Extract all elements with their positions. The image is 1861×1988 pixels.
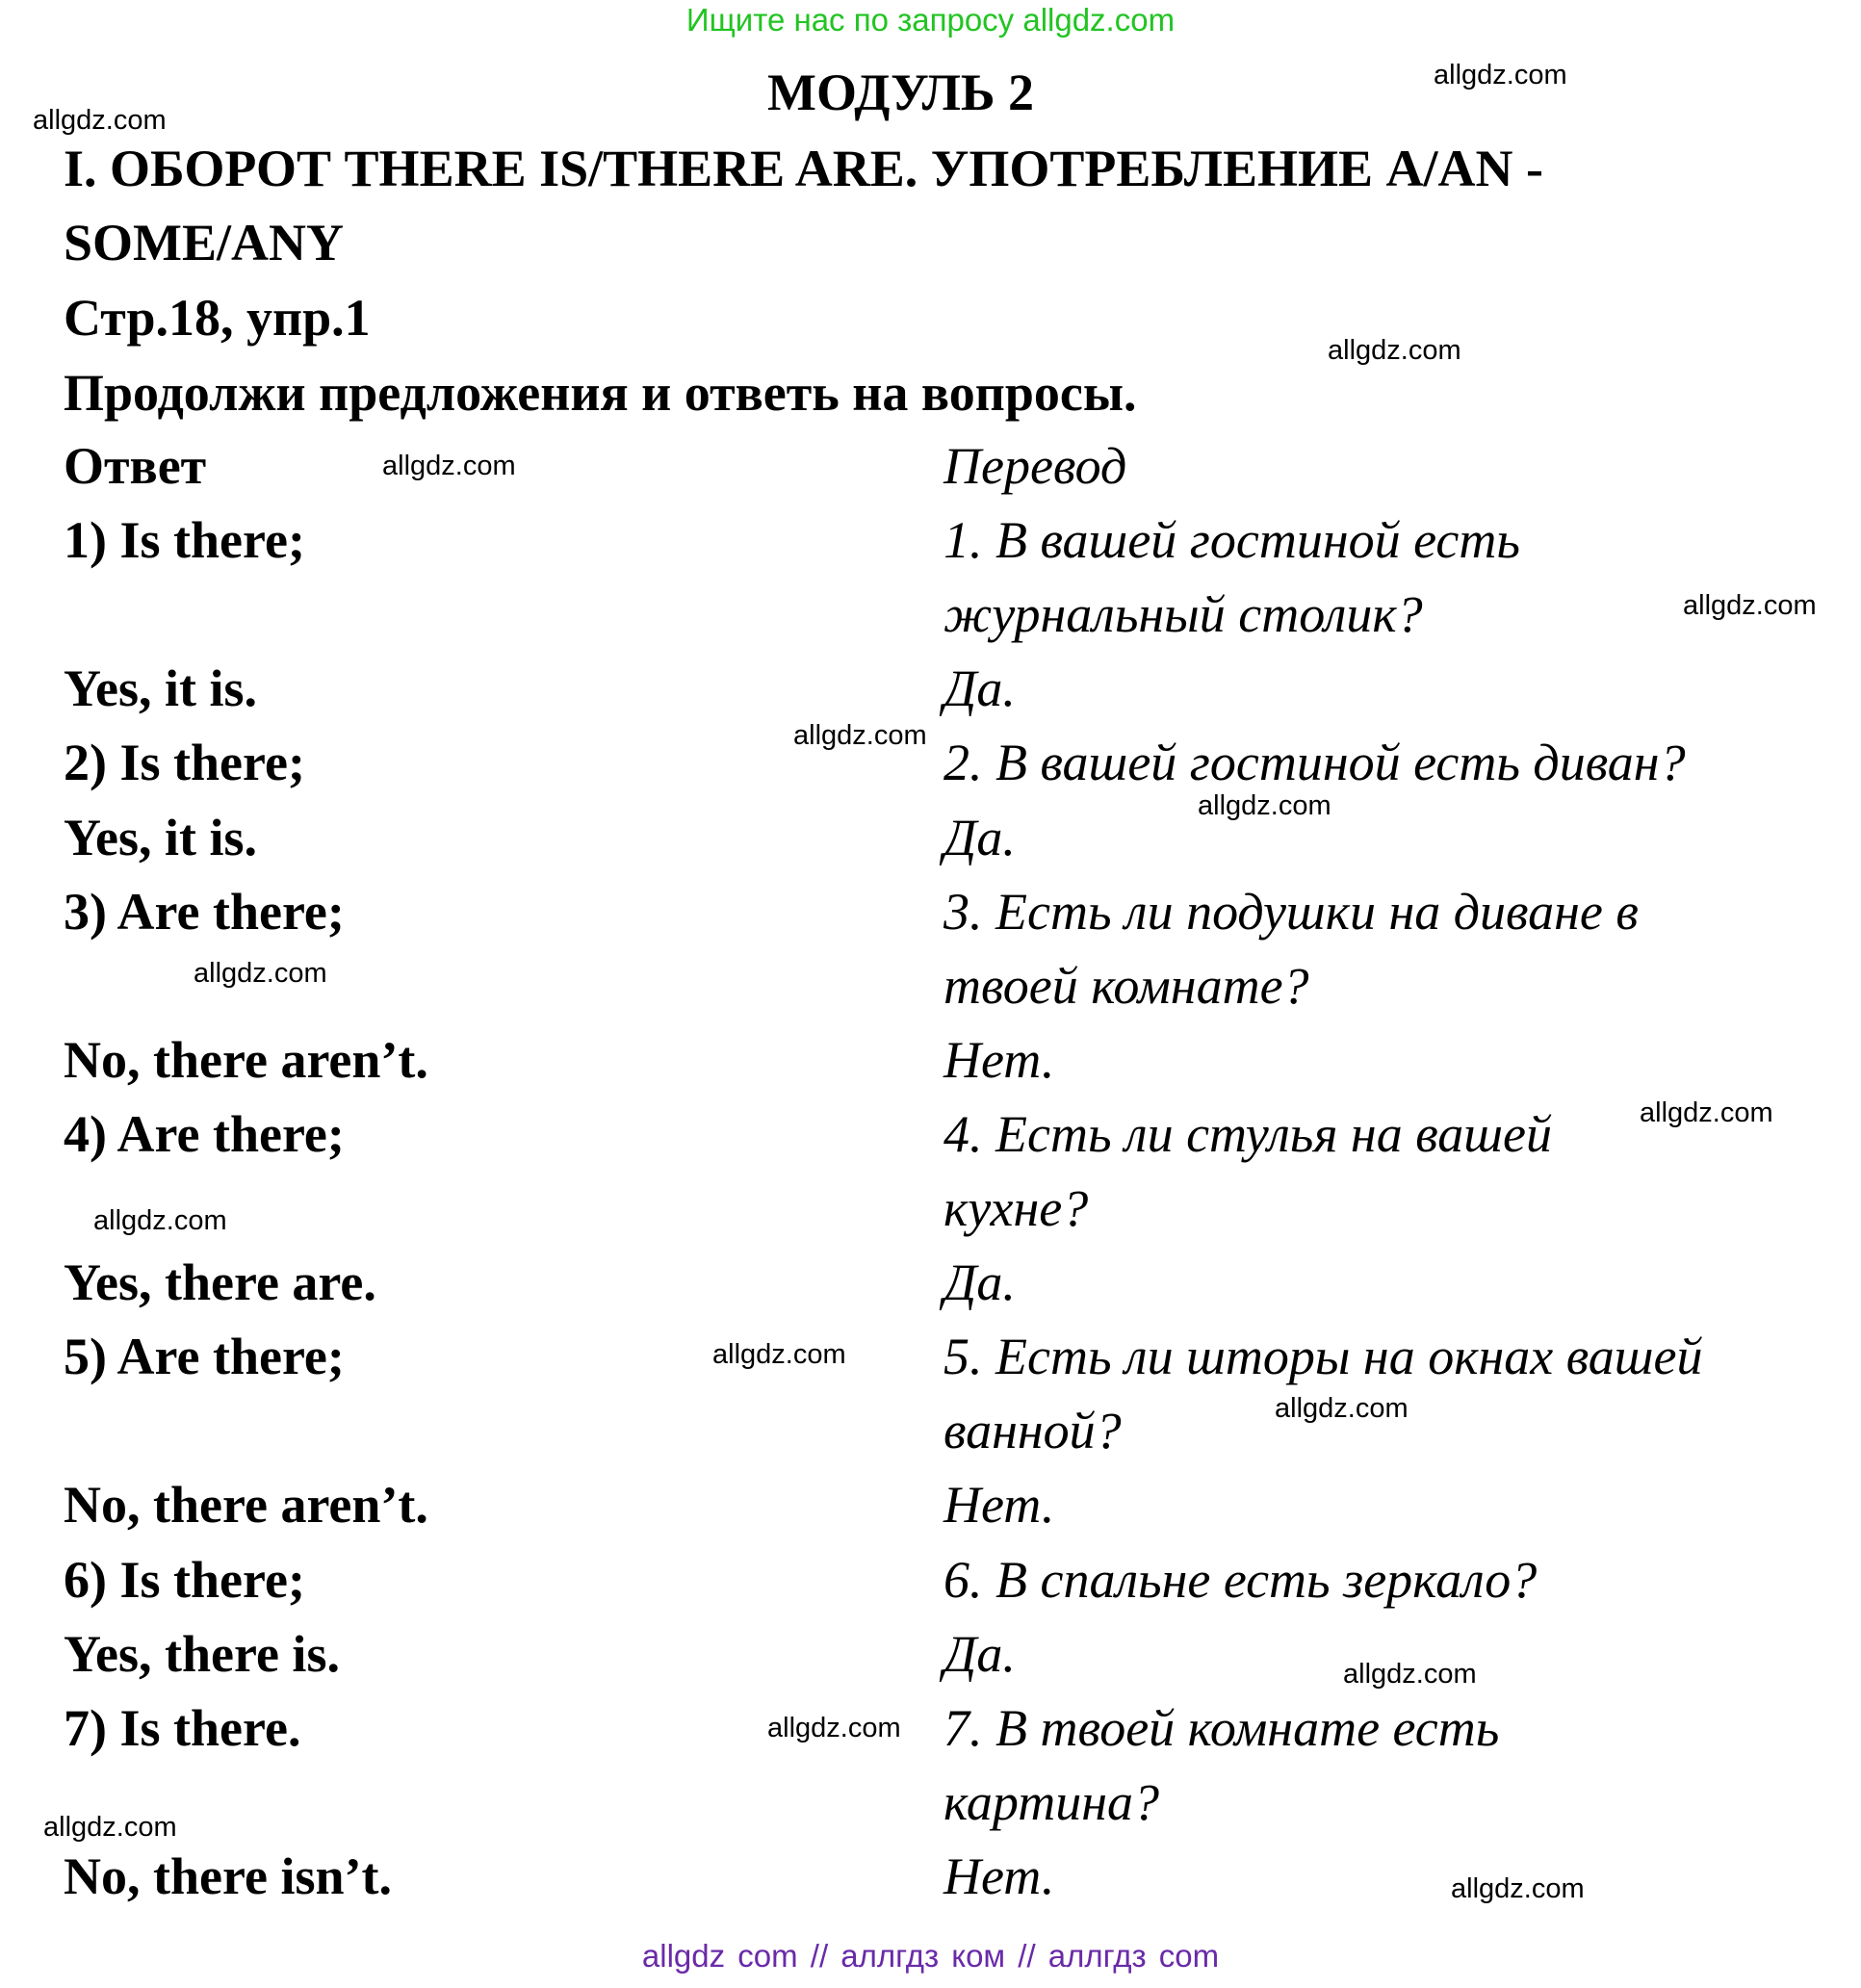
watermark: allgdz.com (1683, 590, 1817, 621)
watermark: allgdz.com (43, 1812, 177, 1843)
answer-text: Yes, it is. (64, 809, 257, 866)
watermark: allgdz.com (194, 958, 327, 989)
translation-text: Да. (943, 659, 1016, 717)
watermark: allgdz.com (1343, 1659, 1477, 1690)
watermark: allgdz.com (1451, 1873, 1585, 1904)
watermark: allgdz.com (1434, 60, 1567, 90)
translation-text: 4. Есть ли стулья на вашей (943, 1105, 1553, 1163)
answer-text: Yes, there are. (64, 1253, 376, 1311)
translation-text: журнальный столик? (943, 585, 1423, 643)
answer-text: No, there aren’t. (64, 1476, 428, 1534)
translation-text: 6. В спальне есть зеркало? (943, 1551, 1538, 1609)
answer-text: Yes, there is. (64, 1625, 340, 1683)
translation-text: 3. Есть ли подушки на диване в (943, 883, 1639, 941)
module-title: МОДУЛЬ 2 (767, 64, 1035, 121)
watermark: allgdz.com (712, 1339, 846, 1370)
translation-text: ванной? (943, 1402, 1122, 1459)
answer-text: 5) Are there; (64, 1328, 345, 1385)
watermark: allgdz.com (1328, 335, 1461, 366)
translation-text: твоей комнате? (943, 957, 1309, 1015)
translation-text: Да. (943, 809, 1016, 866)
watermark: allgdz.com (93, 1205, 227, 1236)
translation-text: Нет. (943, 1031, 1055, 1089)
watermark: allgdz.com (1198, 790, 1331, 821)
answer-text: 2) Is there; (64, 734, 305, 791)
translation-text: 1. В вашей гостиной есть (943, 511, 1520, 569)
translation-text: Нет. (943, 1847, 1055, 1905)
task-instruction: Продолжи предложения и ответь на вопросы. (64, 364, 1137, 422)
footer-links: allgdz com // аллгдз ком // аллгдз com (641, 1938, 1220, 1974)
translation-text: 5. Есть ли шторы на окнах вашей (943, 1328, 1703, 1385)
answer-text: No, there aren’t. (64, 1031, 428, 1089)
section-title-line2: SOME/ANY (64, 214, 345, 271)
answer-text: Yes, it is. (64, 659, 257, 717)
translation-text: картина? (943, 1773, 1159, 1831)
watermark: allgdz.com (1275, 1393, 1409, 1424)
search-banner: Ищите нас по запросу allgdz.com (685, 2, 1176, 38)
answer-text: 7) Is there. (64, 1699, 301, 1757)
translation-text: 2. В вашей гостиной есть диван? (943, 734, 1686, 791)
watermark: allgdz.com (767, 1713, 901, 1743)
answer-text: 3) Are there; (64, 883, 345, 941)
translation-text: кухне? (943, 1179, 1089, 1237)
page-reference: Стр.18, упр.1 (64, 289, 371, 347)
answer-text: 6) Is there; (64, 1551, 305, 1609)
translation-text: Перевод (943, 437, 1127, 495)
watermark: allgdz.com (33, 105, 167, 136)
answer-text: 4) Are there; (64, 1105, 345, 1163)
translation-text: Да. (943, 1253, 1016, 1311)
answer-text: No, there isn’t. (64, 1847, 392, 1905)
answer-text: Ответ (64, 437, 207, 495)
translation-text: Да. (943, 1625, 1016, 1683)
watermark: allgdz.com (1640, 1097, 1773, 1128)
answer-text: 1) Is there; (64, 511, 305, 569)
watermark: allgdz.com (793, 720, 927, 751)
translation-text: Нет. (943, 1476, 1055, 1534)
section-title-line1: I. ОБОРОТ THERE IS/THERE ARE. УПОТРЕБЛЕНИЕ A/AN - (64, 140, 1543, 197)
translation-text: 7. В твоей комнате есть (943, 1699, 1500, 1757)
watermark: allgdz.com (382, 451, 516, 481)
